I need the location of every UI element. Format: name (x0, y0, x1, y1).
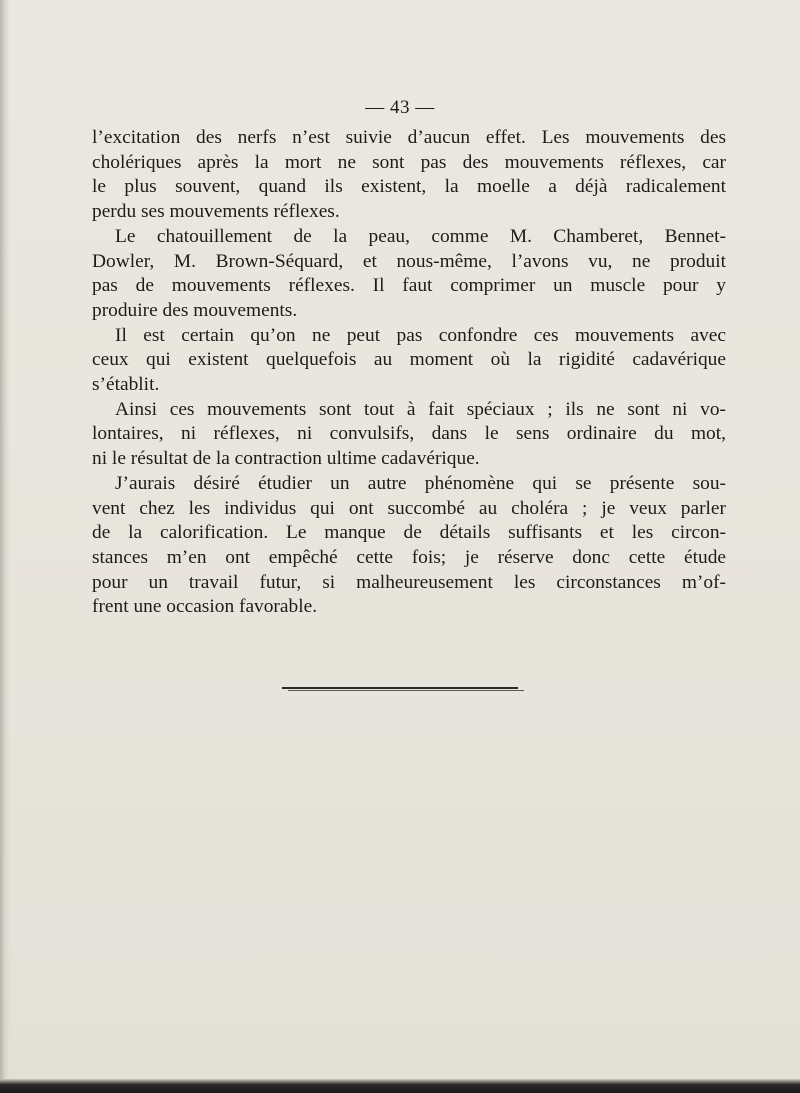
text-line: de la calorification. Le manque de détails suffisants et les circon- (92, 522, 726, 544)
text-line: stances m’en ont empêché cette fois; je réserve donc cette étude (92, 546, 726, 568)
page-bottom-edge (0, 1079, 800, 1093)
text-line: Ainsi ces mouvements sont tout à fait spéciaux ; ils ne sont ni vo- (115, 398, 726, 420)
text-line: pour un travail futur, si malheureusement les circonstances m’of- (92, 571, 726, 593)
page-binding-edge (0, 0, 10, 1080)
page-number: — 43 — (365, 97, 435, 118)
text-line: frent une occasion favorable. (92, 596, 318, 618)
text-line: produire des mouvements. (92, 299, 298, 321)
rule-line (282, 687, 518, 689)
text-line: s’établit. (92, 374, 160, 396)
text-line: perdu ses mouvements réflexes. (92, 201, 340, 223)
text-line: Le chatouillement de la peau, comme M. Chamberet, Bennet- (115, 225, 726, 247)
text-line: l’excitation des nerfs n’est suivie d’aucun effet. Les mouvements des (92, 127, 726, 148)
text-line: pas de mouvements réflexes. Il faut comprimer un muscle pour y (92, 275, 726, 297)
body-text (92, 126, 726, 620)
text-line: ni le résultat de la contraction ultime cadavérique. (92, 448, 480, 470)
text-line: J’aurais désiré étudier un autre phénomène qui se présente sou- (115, 472, 726, 494)
text-line: ceux qui existent quelquefois au moment où la rigidité cadavérique (92, 349, 726, 371)
end-rule-divider (282, 687, 524, 693)
text-line: Il est certain qu’on ne peut pas confondre ces mouvements avec (115, 324, 726, 346)
text-line: vent chez les individus qui ont succombé au choléra ; je veux parler (92, 497, 726, 519)
rule-line (288, 690, 524, 691)
text-line: Dowler, M. Brown-Séquard, et nous-même, l’avons vu, ne produit (92, 250, 726, 272)
text-line: lontaires, ni réflexes, ni convulsifs, dans le sens ordinaire du mot, (92, 423, 726, 445)
text-line: cholériques après la mort ne sont pas des mouvements réflexes, car (92, 151, 726, 173)
text-line: le plus souvent, quand ils existent, la moelle a déjà radicalement (92, 176, 726, 198)
